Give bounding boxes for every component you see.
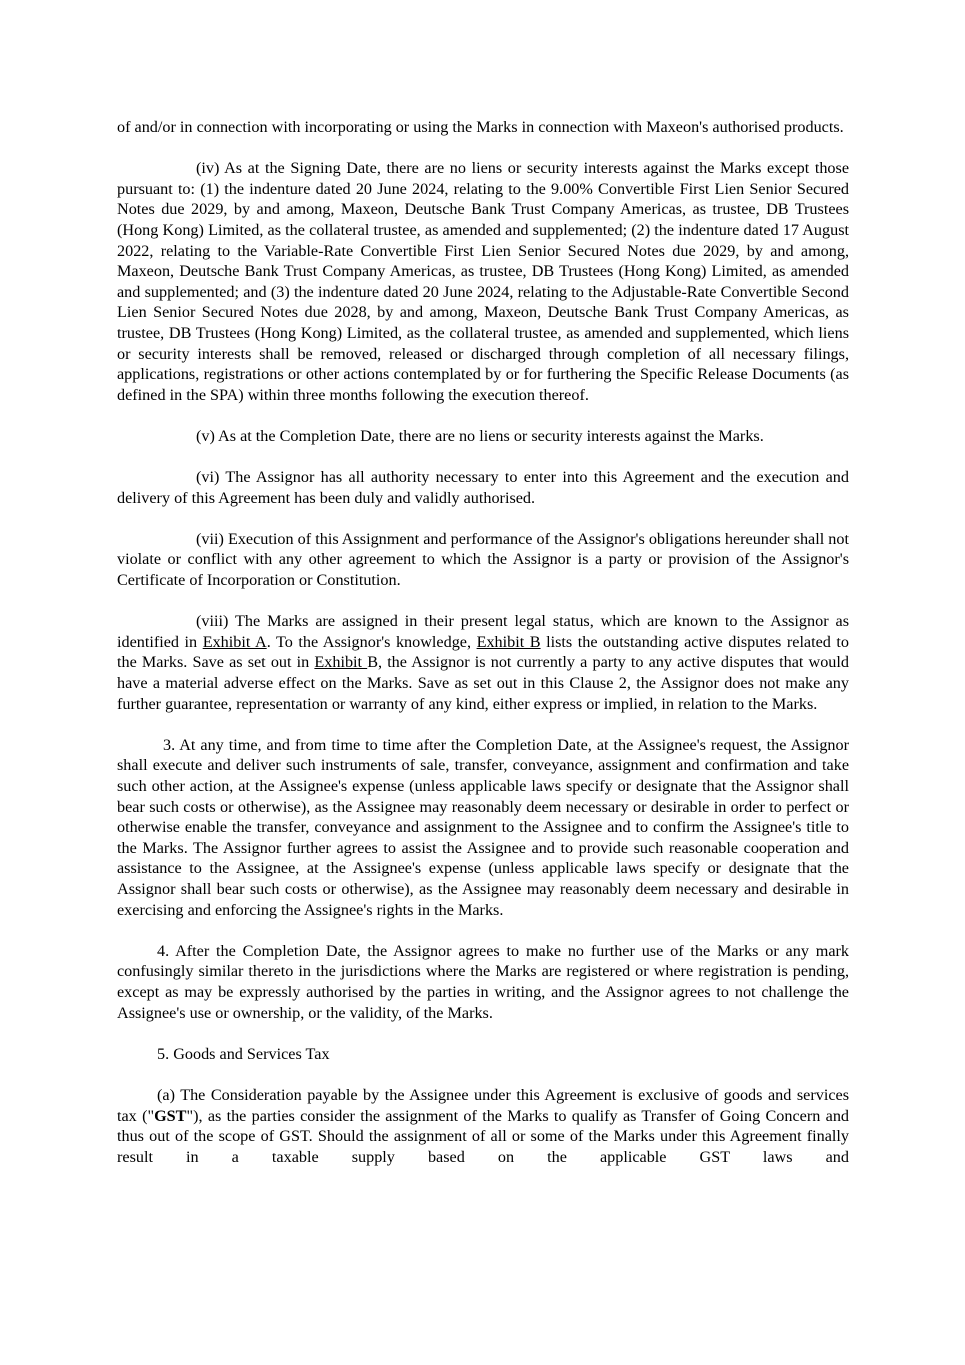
paragraph-5a-consideration [117,1085,849,1167]
exhibit-b-link[interactable]: Exhibit B [476,632,541,651]
paragraph-4-no-further-use: 4. After the Completion Date, the Assignor agrees to make no further use of the Marks or any mark confusingly similar thereto in the jurisdictions where the Marks are registered or where registration is pending, except as may be expressly authorised by the parties in writing, and the Assignor agrees to not challenge the Assignee's use or ownership, or the validity, of the Marks. [117,941,849,1022]
paragraph-5a-text-a: (a) The Consideration payable by the Assignee under this Agreement is exclusive of goods and services tax (" [117,1085,849,1125]
exhibit-b-link-2[interactable]: Exhibit [314,653,368,672]
paragraph-products: of and/or in connection with incorporating or using the Marks in connection with Maxeon's authorised products. [117,118,844,136]
paragraph-iv-liens: (iv) As at the Signing Date, there are no liens or security interests against the Marks except those pursuant to: (1) the indenture dated 20 June 2024, relating to the 9.00% Convertible First Lien Senior Secured Notes due 2029, by and among, Maxeon, Deutsche Bank Trust Company Americas, as trustee, DB Trustees (Hong Kong) Limited, as the collateral trustee, as amended and supplemented; (2) the indenture dated 17 August 2022, relating to the Variable-Rate Convertible First Lien Senior Secured Notes due 2029, by and among, Maxeon, Deutsche Bank Trust Company Americas, as trustee, DB Trustees (Hong Kong) Limited, as amended and supplemented; and (3) the indenture dated 20 June 2024, relating to the Adjustable-Rate Convertible Second Lien Senior Secured Notes due 2028, by and among, Maxeon, Deutsche Bank Trust Company Americas, as trustee, DB Trustees (Hong Kong) Limited, as the collateral trustee, as amended and supplemented, which liens or security interests shall be removed, released or discharged through completion of all necessary filings, applications, registrations or other actions contemplated by or for furthering the Specific Release Documents (as defined in the SPA) within three months following the execution thereof. [117,159,849,404]
paragraph-3-further-assurance: 3. At any time, and from time to time after the Completion Date, at the Assignee's request, the Assignor shall execute and deliver such instruments of sale, transfer, conveyance, assignment and confirmation and take such other action, at the Assignee's expense (unless applicable laws specify or designate that the Assignor shall bear such costs or otherwise), as the Assignee may reasonably deem necessary or desirable in order to perfect or otherwise enable the transfer, conveyance and assignment to the Assignee and to confirm the Assignee's title to the Marks. The Assignor further agrees to assist the Assignee and to provide such reasonable cooperation and assistance to the Assignee, at the Assignee's expense (unless applicable laws specify or designate that the Assignor shall bear such costs or otherwise), as the Assignee may reasonably deem necessary and desirable in exercising and enforcing the Assignee's rights in the Marks. [117,735,849,919]
paragraph-vii-execution: (vii) Execution of this Assignment and performance of the Assignor's obligations hereunder shall not violate or conflict with any other agreement to which the Assignor is a party or provision of the Assignor's Certificate of Incorporation or Constitution. [117,529,849,590]
paragraph-viii-text-b: . To the Assignor's knowledge, [266,632,477,651]
paragraph-viii-text-d: B, the Assignor is not currently a party to any active disputes that would have a material adverse effect on the Marks. Save as set out in this Clause 2, the Assignor does not make any further guarantee, representation or warranty of any kind, either express or implied, in relation to the Marks. [117,653,849,713]
paragraph-viii-text-a: (viii) The Marks are assigned in their present legal status, which are known to the Assignor as identified in [117,612,849,651]
paragraph-viii-text-c: lists the outstanding active disputes related to the Marks. Save as set out in [117,632,850,672]
paragraph-vi-authority: (vi) The Assignor has all authority necessary to enter into this Agreement and the execution and delivery of this Agreement has been duly and validly authorised. [117,468,849,507]
paragraph-5a-text-b: "), as the parties consider the assignment of the Marks to qualify as Transfer of Going Concern and thus out of the scope of GST. Should the assignment of all or some of the Marks under this Agreement finally result in a taxable supply based on the applicable GST laws and [117,1106,850,1166]
gst-defined-term: GST [154,1106,187,1125]
paragraph-v-completion: (v) As at the Completion Date, there are no liens or security interests against the Marks. [196,426,764,445]
heading-5-gst: 5. Goods and Services Tax [157,1044,330,1063]
document-page [117,117,849,1167]
paragraph-viii-marks-status [117,611,849,714]
exhibit-a-link[interactable]: Exhibit A [202,632,267,651]
